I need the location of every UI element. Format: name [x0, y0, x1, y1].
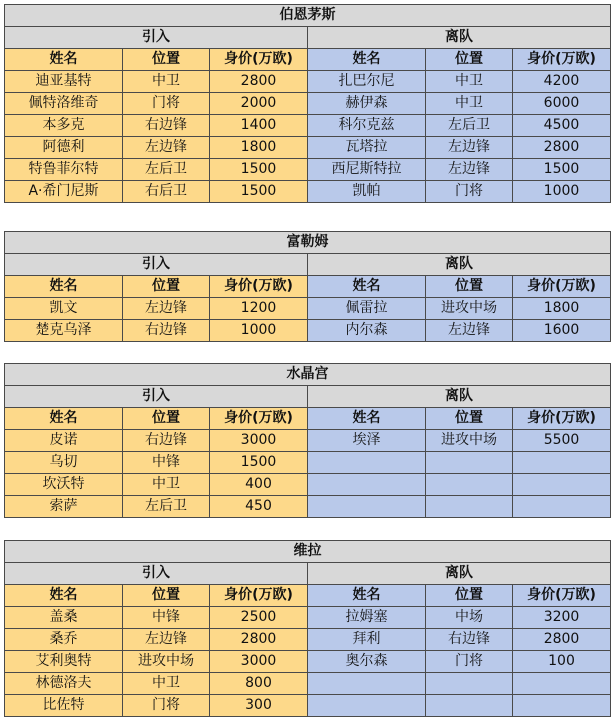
in-player-position: 右后卫 [123, 181, 210, 203]
club-table [4, 4, 610, 203]
club-header-row [5, 232, 611, 254]
out-value-column-header: 身价(万欧) [513, 276, 611, 298]
out-player-value: 1600 [513, 320, 611, 342]
in-player-name: 坎沃特 [5, 474, 123, 496]
outgoing-header: 离队 [308, 386, 611, 408]
in-player-name: 凯文 [5, 298, 123, 320]
in-value-column-header: 身价(万欧) [210, 408, 308, 430]
section-header-row [5, 27, 611, 49]
transfer-table [4, 363, 611, 518]
table-row [5, 115, 611, 137]
column-header-row [5, 585, 611, 607]
out-player-name: 西尼斯特拉 [308, 159, 426, 181]
in-position-column-header: 位置 [123, 276, 210, 298]
in-player-value: 2800 [210, 71, 308, 93]
out-player-name: 奥尔森 [308, 651, 426, 673]
out-player-position: 左边锋 [426, 159, 513, 181]
in-player-position: 中卫 [123, 474, 210, 496]
transfer-table [4, 4, 611, 203]
out-player-name: 扎巴尔尼 [308, 71, 426, 93]
in-player-name: 乌切 [5, 452, 123, 474]
in-player-value: 1000 [210, 320, 308, 342]
out-player-value [513, 452, 611, 474]
in-player-name: 索萨 [5, 496, 123, 518]
transfer-table [4, 540, 611, 717]
out-player-position: 进攻中场 [426, 430, 513, 452]
out-player-name: 内尔森 [308, 320, 426, 342]
table-row [5, 673, 611, 695]
out-player-value: 4200 [513, 71, 611, 93]
club-table [4, 231, 610, 342]
out-player-position [426, 452, 513, 474]
in-player-position: 左后卫 [123, 496, 210, 518]
in-player-position: 左边锋 [123, 137, 210, 159]
table-row [5, 496, 611, 518]
out-player-value: 6000 [513, 93, 611, 115]
out-player-position: 左边锋 [426, 137, 513, 159]
out-name-column-header: 姓名 [308, 276, 426, 298]
out-value-column-header: 身价(万欧) [513, 585, 611, 607]
in-player-value: 1400 [210, 115, 308, 137]
out-player-name: 凯帕 [308, 181, 426, 203]
in-name-column-header: 姓名 [5, 585, 123, 607]
in-value-column-header: 身价(万欧) [210, 276, 308, 298]
in-player-position: 中卫 [123, 673, 210, 695]
table-row [5, 320, 611, 342]
out-player-value: 2800 [513, 629, 611, 651]
section-header-row [5, 563, 611, 585]
in-player-value: 1200 [210, 298, 308, 320]
club-name: 维拉 [5, 541, 611, 563]
in-player-value: 1500 [210, 452, 308, 474]
out-name-column-header: 姓名 [308, 408, 426, 430]
in-player-value: 800 [210, 673, 308, 695]
out-player-position [426, 474, 513, 496]
incoming-header: 引入 [5, 386, 308, 408]
out-player-name: 赫伊森 [308, 93, 426, 115]
in-player-value: 2800 [210, 629, 308, 651]
in-position-column-header: 位置 [123, 408, 210, 430]
table-row [5, 93, 611, 115]
out-name-column-header: 姓名 [308, 49, 426, 71]
incoming-header: 引入 [5, 27, 308, 49]
out-player-name: 佩雷拉 [308, 298, 426, 320]
in-player-position: 左边锋 [123, 629, 210, 651]
table-row [5, 181, 611, 203]
table-row [5, 71, 611, 93]
in-name-column-header: 姓名 [5, 408, 123, 430]
out-player-value: 4500 [513, 115, 611, 137]
out-player-position [426, 695, 513, 717]
out-player-value: 5500 [513, 430, 611, 452]
in-value-column-header: 身价(万欧) [210, 585, 308, 607]
out-player-name: 拜利 [308, 629, 426, 651]
club-header-row [5, 5, 611, 27]
out-value-column-header: 身价(万欧) [513, 408, 611, 430]
out-player-position: 右边锋 [426, 629, 513, 651]
in-player-value: 300 [210, 695, 308, 717]
out-player-position: 门将 [426, 181, 513, 203]
in-player-name: 楚克乌泽 [5, 320, 123, 342]
club-table [4, 540, 610, 717]
table-row [5, 474, 611, 496]
table-row [5, 298, 611, 320]
table-row [5, 159, 611, 181]
out-player-value: 1800 [513, 298, 611, 320]
out-value-column-header: 身价(万欧) [513, 49, 611, 71]
out-player-value [513, 673, 611, 695]
out-player-value [513, 695, 611, 717]
in-player-value: 3000 [210, 430, 308, 452]
out-player-value: 1500 [513, 159, 611, 181]
out-player-position: 进攻中场 [426, 298, 513, 320]
in-player-position: 左边锋 [123, 298, 210, 320]
out-player-value [513, 474, 611, 496]
in-player-name: 林德洛夫 [5, 673, 123, 695]
out-position-column-header: 位置 [426, 408, 513, 430]
in-player-name: 本多克 [5, 115, 123, 137]
out-player-position [426, 496, 513, 518]
section-header-row [5, 254, 611, 276]
club-table [4, 363, 610, 518]
in-player-value: 400 [210, 474, 308, 496]
out-player-name [308, 695, 426, 717]
in-player-value: 1500 [210, 181, 308, 203]
out-player-name [308, 452, 426, 474]
in-player-value: 2000 [210, 93, 308, 115]
table-row [5, 695, 611, 717]
out-player-value: 1000 [513, 181, 611, 203]
in-player-value: 450 [210, 496, 308, 518]
in-player-name: 盖桑 [5, 607, 123, 629]
in-player-name: 比佐特 [5, 695, 123, 717]
out-player-name: 拉姆塞 [308, 607, 426, 629]
table-row [5, 430, 611, 452]
table-row [5, 607, 611, 629]
section-header-row [5, 386, 611, 408]
in-position-column-header: 位置 [123, 585, 210, 607]
in-value-column-header: 身价(万欧) [210, 49, 308, 71]
table-row [5, 629, 611, 651]
in-player-name: 艾利奥特 [5, 651, 123, 673]
in-player-value: 3000 [210, 651, 308, 673]
out-player-value: 100 [513, 651, 611, 673]
in-player-value: 1800 [210, 137, 308, 159]
out-player-position [426, 673, 513, 695]
in-player-position: 中锋 [123, 452, 210, 474]
out-name-column-header: 姓名 [308, 585, 426, 607]
out-player-name [308, 474, 426, 496]
column-header-row [5, 408, 611, 430]
club-header-row [5, 541, 611, 563]
in-player-position: 中卫 [123, 71, 210, 93]
out-position-column-header: 位置 [426, 276, 513, 298]
in-player-name: 特鲁菲尔特 [5, 159, 123, 181]
out-player-value: 2800 [513, 137, 611, 159]
out-player-name: 瓦塔拉 [308, 137, 426, 159]
in-name-column-header: 姓名 [5, 276, 123, 298]
out-player-position: 左后卫 [426, 115, 513, 137]
out-player-position: 门将 [426, 651, 513, 673]
table-row [5, 137, 611, 159]
out-player-name: 埃泽 [308, 430, 426, 452]
in-player-position: 右边锋 [123, 115, 210, 137]
club-name: 水晶宫 [5, 364, 611, 386]
in-player-position: 右边锋 [123, 320, 210, 342]
out-player-position: 中场 [426, 607, 513, 629]
in-player-position: 右边锋 [123, 430, 210, 452]
out-player-value: 3200 [513, 607, 611, 629]
table-row [5, 651, 611, 673]
in-player-position: 中锋 [123, 607, 210, 629]
incoming-header: 引入 [5, 563, 308, 585]
in-player-position: 进攻中场 [123, 651, 210, 673]
out-player-name [308, 673, 426, 695]
in-player-value: 1500 [210, 159, 308, 181]
table-row [5, 452, 611, 474]
incoming-header: 引入 [5, 254, 308, 276]
outgoing-header: 离队 [308, 27, 611, 49]
club-header-row [5, 364, 611, 386]
out-player-name [308, 496, 426, 518]
in-player-name: 桑乔 [5, 629, 123, 651]
outgoing-header: 离队 [308, 563, 611, 585]
in-player-name: 佩特洛维奇 [5, 93, 123, 115]
in-player-name: 阿德利 [5, 137, 123, 159]
out-player-position: 中卫 [426, 93, 513, 115]
club-name: 伯恩茅斯 [5, 5, 611, 27]
out-player-position: 左边锋 [426, 320, 513, 342]
in-player-name: 迪亚基特 [5, 71, 123, 93]
in-position-column-header: 位置 [123, 49, 210, 71]
out-position-column-header: 位置 [426, 585, 513, 607]
in-player-position: 左后卫 [123, 159, 210, 181]
in-player-name: A·希门尼斯 [5, 181, 123, 203]
out-player-name: 科尔克兹 [308, 115, 426, 137]
in-player-position: 门将 [123, 695, 210, 717]
club-name: 富勒姆 [5, 232, 611, 254]
out-player-value [513, 496, 611, 518]
column-header-row [5, 276, 611, 298]
in-name-column-header: 姓名 [5, 49, 123, 71]
transfer-table [4, 231, 611, 342]
out-player-position: 中卫 [426, 71, 513, 93]
out-position-column-header: 位置 [426, 49, 513, 71]
column-header-row [5, 49, 611, 71]
outgoing-header: 离队 [308, 254, 611, 276]
in-player-name: 皮诺 [5, 430, 123, 452]
in-player-value: 2500 [210, 607, 308, 629]
in-player-position: 门将 [123, 93, 210, 115]
